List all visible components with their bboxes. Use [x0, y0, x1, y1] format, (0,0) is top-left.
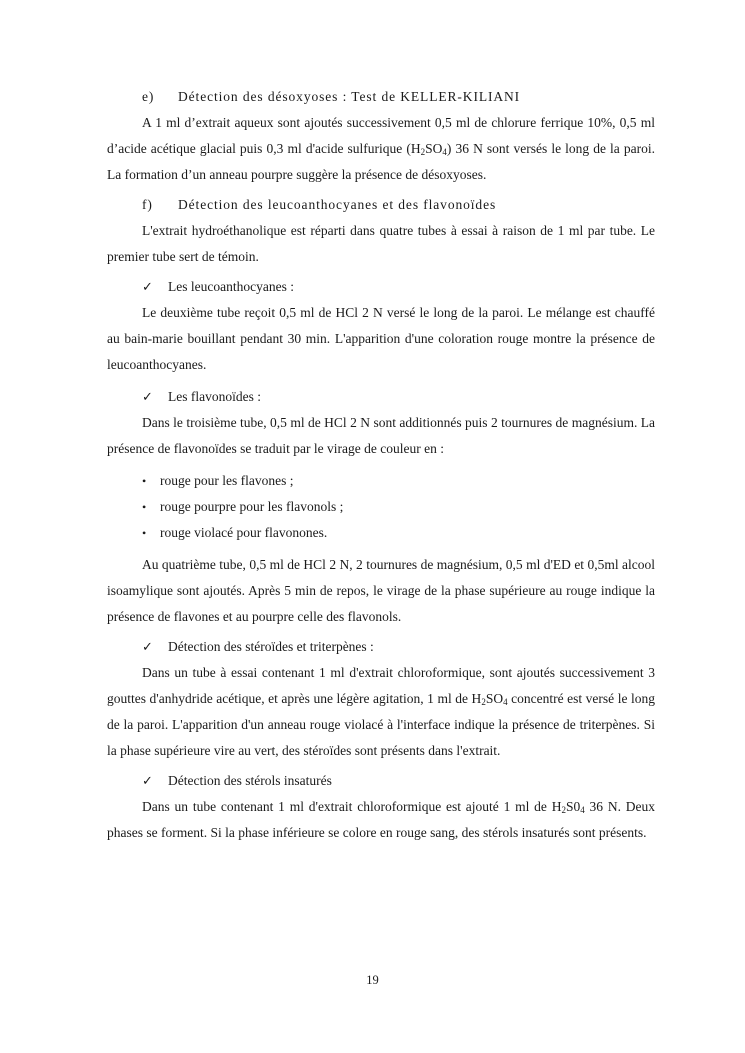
- subscript: 4: [503, 697, 508, 707]
- list-item: [107, 520, 655, 546]
- paragraph-leucoanthocyanes: Le deuxième tube reçoit 0,5 ml de HCl 2 N versé le long de la paroi. Le mélange est chauffé au bain-marie bouillant pendant 30 min. L'apparition d'une coloration rouge montre la présence de leucoanthocyanes.: [107, 305, 655, 372]
- paragraph-flavonoides: Dans le troisième tube, 0,5 ml de HCl 2 N sont additionnés puis 2 tournures de magnésium. La présence de flavonoïdes se traduit par le virage de couleur en :: [107, 415, 655, 456]
- color-list: [107, 468, 655, 546]
- leuco-heading-text: Les leucoanthocyanes :: [168, 279, 294, 294]
- checkmark-icon: ✓: [142, 640, 153, 655]
- subscript: 2: [561, 805, 566, 815]
- flavo-heading-text: Les flavonoïdes :: [168, 389, 261, 404]
- flavo-heading: [107, 384, 655, 410]
- list-item-text: rouge violacé pour flavonones.: [160, 525, 328, 540]
- checkmark-icon: ✓: [142, 774, 153, 789]
- text-run: concentré est versé le long de la paroi. L'apparition d'un anneau rouge violacé à l'interface indique la présence de triterpènes. Si la phase supérieure vire au vert, des stéroïdes sont présents dans l'extrait.: [107, 691, 655, 758]
- list-item: [107, 494, 655, 520]
- checkmark-icon: ✓: [142, 390, 153, 405]
- text-run: SO: [425, 141, 443, 156]
- section-e-label: e): [142, 89, 155, 104]
- bullet-icon: •: [142, 526, 147, 540]
- paragraph-keller-kiliani: [107, 110, 655, 188]
- text-run: Dans un tube à essai contenant 1 ml d'extrait chloroformique, sont ajoutés successivement 3 gouttes d'anhydride acétique, et après une légère agitation, 1 ml de H: [107, 665, 655, 706]
- paragraph-repartition: L'extrait hydroéthanolique est réparti dans quatre tubes à essai à raison de 1 ml par tube. Le premier tube sert de témoin.: [107, 223, 655, 264]
- sterols-heading: [107, 768, 655, 794]
- subscript: 4: [442, 147, 447, 157]
- subscript: 2: [481, 697, 486, 707]
- paragraph-sterols: [107, 794, 655, 846]
- section-e-heading: [107, 84, 655, 110]
- list-item-text: rouge pour les flavones ;: [160, 473, 294, 488]
- leuco-heading: [107, 274, 655, 300]
- bullet-icon: •: [142, 500, 147, 514]
- sterols-heading-text: Détection des stérols insaturés: [168, 773, 332, 788]
- section-f-title: Détection des leucoanthocyanes et des flavonoïdes: [178, 197, 497, 212]
- subscript: 4: [580, 805, 585, 815]
- text-run: 36 N. Deux phases se forment. Si la phase inférieure se colore en rouge sang, des stérols insaturés sont présents.: [107, 799, 655, 840]
- list-item-text: rouge pourpre pour les flavonols ;: [160, 499, 344, 514]
- section-f-heading: [107, 192, 655, 218]
- steroides-heading: [107, 634, 655, 660]
- paragraph-steroides: [107, 660, 655, 764]
- paragraph-quatrieme-tube: Au quatrième tube, 0,5 ml de HCl 2 N, 2 tournures de magnésium, 0,5 ml d'ED et 0,5ml alcool isoamylique sont ajoutés. Après 5 min de repos, le virage de la phase supérieure au rouge indique la présence de flavones et au pourpre celle des flavonols.: [107, 557, 655, 624]
- subscript: 2: [420, 147, 426, 157]
- section-f-label: f): [142, 197, 153, 212]
- text-run: A 1 ml d’extrait aqueux sont ajoutés successivement 0,5 ml de chlorure ferrique 10%, 0,5 ml d’acide acétique glacial puis 0,3 ml d'acide sulfurique (H: [107, 115, 655, 156]
- section-e-title: Détection des désoxyoses : Test de KELLER-KILIANI: [178, 89, 521, 104]
- page-body: [107, 84, 655, 846]
- text-run: S0: [565, 799, 581, 814]
- steroides-heading-text: Détection des stéroïdes et triterpènes :: [168, 639, 374, 654]
- page-number: 19: [366, 973, 379, 987]
- bullet-icon: •: [142, 474, 147, 488]
- checkmark-icon: ✓: [142, 280, 153, 295]
- text-run: Dans un tube contenant 1 ml d'extrait chloroformique est ajouté 1 ml de H: [142, 799, 562, 814]
- text-run: ) 36 N sont versés le long de la paroi. La formation d’un anneau pourpre suggère la présence de désoxyoses.: [107, 141, 656, 182]
- text-run: SO: [485, 691, 504, 706]
- list-item: [107, 468, 655, 494]
